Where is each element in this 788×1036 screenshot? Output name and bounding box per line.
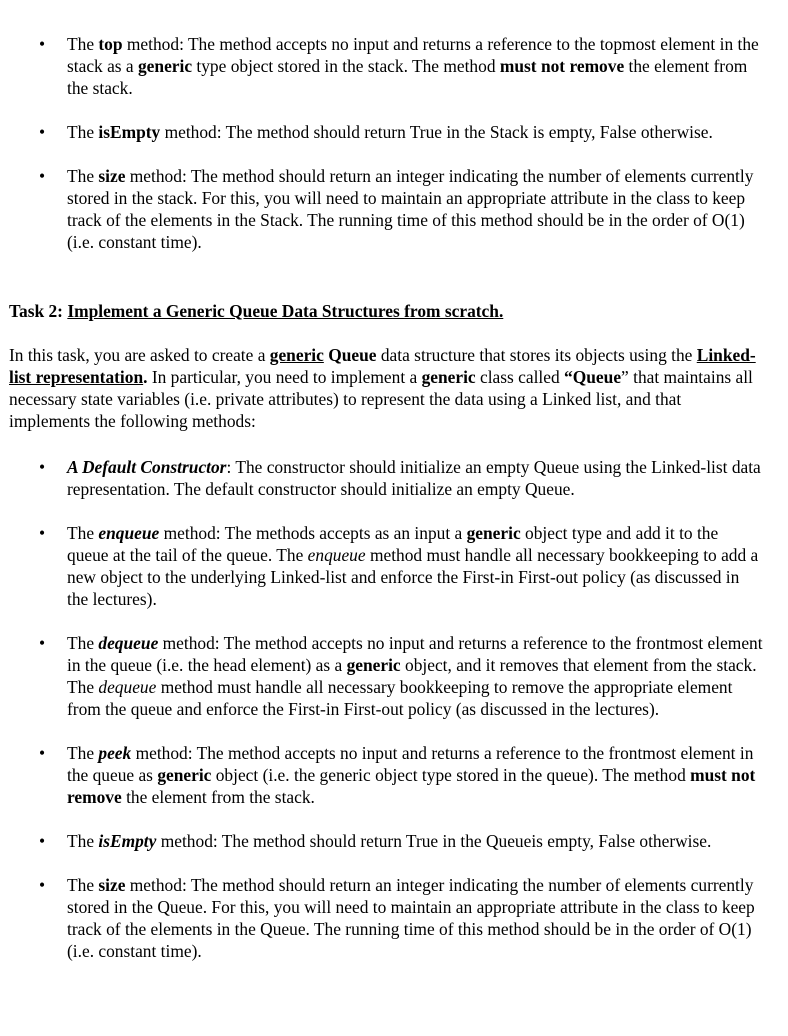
text-run: “Queue <box>564 367 622 387</box>
text-run: size <box>98 875 126 895</box>
text-run: generic <box>346 655 401 675</box>
text-run: method: The method accepts no input and returns a reference to the topmost element in the stack as a <box>67 34 759 76</box>
bullet-icon: • <box>38 34 46 54</box>
text-run: peek <box>98 743 132 763</box>
task2-intro-paragraph <box>0 344 788 432</box>
task2-intro-text <box>9 345 756 431</box>
text-run: top <box>98 34 123 54</box>
task2-label: Task 2: <box>9 301 68 321</box>
text-run: The <box>67 166 99 186</box>
task2-heading <box>0 300 788 322</box>
bullet-icon: • <box>38 633 46 653</box>
text-run: object, and it removes that element from the stack. The <box>67 655 757 697</box>
text-run: method: The method should return an integer indicating the number of elements currently stored in the Queue. For this, you will need to maintain an appropriate attribute in the class to keep track of the elements in the Queue. The running time of this method should be in the order of O(1) (i.e. constant time). <box>67 875 755 961</box>
list-item <box>0 522 788 610</box>
text-run: The <box>67 743 99 763</box>
list-item <box>0 456 788 500</box>
text-run: dequeue <box>98 677 157 697</box>
text-run: The <box>67 34 99 54</box>
text-run: class called <box>475 367 565 387</box>
text-run: generic <box>269 345 324 365</box>
text-run: method: The method accepts no input and returns a reference to the frontmost element in the queue as <box>67 743 754 785</box>
text-run: The <box>67 633 99 653</box>
list-item <box>0 165 788 253</box>
text-run: method: The method should return an integer indicating the number of elements currently stored in the stack. For this, you will need to maintain an appropriate attribute in the class to keep track of the elements in the Stack. The running time of this method should be in the order of O(1) (i.e. constant time). <box>67 166 754 252</box>
text-run: generic <box>137 56 193 76</box>
queue-methods-list <box>0 456 788 962</box>
text-run: size <box>98 166 126 186</box>
text-run: . <box>143 367 148 387</box>
queue-enqueue-method-text <box>67 523 758 609</box>
list-item <box>0 742 788 808</box>
text-run: generic <box>466 523 521 543</box>
bullet-icon: • <box>38 831 46 851</box>
text-run: A Default Constructor <box>67 457 227 477</box>
text-run: enqueue <box>98 523 160 543</box>
stack-isempty-method-text <box>67 122 713 142</box>
bullet-icon: • <box>38 523 46 543</box>
bullet-icon: • <box>38 743 46 763</box>
text-run: must not remove <box>67 765 756 807</box>
text-run: generic <box>421 367 476 387</box>
text-run: Queue <box>328 345 377 365</box>
text-run: The <box>67 875 99 895</box>
stack-methods-list <box>0 33 788 253</box>
text-run: : The constructor should initialize an empty Queue using the Linked-list data representation. The default constructor should initialize an empty Queue. <box>67 457 761 499</box>
text-run: In this task, you are asked to create a <box>9 345 270 365</box>
text-run: object (i.e. the generic object type stored in the queue). The method <box>211 765 691 785</box>
text-run: isEmpty <box>98 831 157 851</box>
text-run: isEmpty <box>98 122 161 142</box>
text-run: method must handle all necessary bookkeeping to remove the appropriate element from the queue and enforce the First-in First-out policy (as discussed in the lectures). <box>67 677 733 719</box>
text-run: type object stored in the stack. The method <box>192 56 500 76</box>
bullet-icon: • <box>38 166 46 186</box>
text-run: The <box>67 523 99 543</box>
bullet-icon: • <box>38 457 46 477</box>
text-run: Linked-list representation <box>9 345 756 387</box>
text-run: In particular, you need to implement a <box>147 367 422 387</box>
list-item <box>0 33 788 99</box>
text-run: method: The method should return True in the Queueis empty, False otherwise. <box>156 831 712 851</box>
text-run: data structure that stores its objects using the <box>376 345 697 365</box>
text-run: the element from the stack. <box>67 56 748 98</box>
list-item <box>0 874 788 962</box>
text-run: dequeue <box>98 633 159 653</box>
stack-top-method-text <box>67 34 759 98</box>
text-run: method: The methods accepts as an input a <box>159 523 467 543</box>
text-run: method: The method accepts no input and returns a reference to the frontmost element in the queue (i.e. the head element) as a <box>67 633 763 675</box>
bullet-icon: • <box>38 122 46 142</box>
text-run: method: The method should return True in the Stack is empty, False otherwise. <box>160 122 713 142</box>
text-run: generic <box>157 765 212 785</box>
queue-size-method-text <box>67 875 755 961</box>
text-run: The <box>67 122 99 142</box>
bullet-icon: • <box>38 875 46 895</box>
list-item <box>0 632 788 720</box>
list-item <box>0 121 788 143</box>
text-run: method must handle all necessary bookkeeping to add a new object to the underlying Linked-list and enforce the First-in First-out policy (as discussed in the lectures). <box>67 545 759 609</box>
list-item <box>0 830 788 852</box>
text-run: enqueue <box>307 545 366 565</box>
text-run: object type and add it to the queue at the tail of the queue. The <box>67 523 719 565</box>
task2-title: Implement a Generic Queue Data Structures from scratch. <box>67 301 504 321</box>
queue-constructor-text <box>67 457 761 499</box>
queue-isempty-method-text <box>67 831 711 851</box>
text-run: The <box>67 831 99 851</box>
queue-dequeue-method-text <box>67 633 763 719</box>
text-run: the element from the stack. <box>121 787 315 807</box>
text-run: ” that maintains all necessary state variables (i.e. private attributes) to represent the data using a Linked list, and that implements the following methods: <box>9 367 753 431</box>
queue-peek-method-text <box>67 743 755 807</box>
text-run: must not remove <box>499 56 625 76</box>
stack-size-method-text <box>67 166 753 252</box>
